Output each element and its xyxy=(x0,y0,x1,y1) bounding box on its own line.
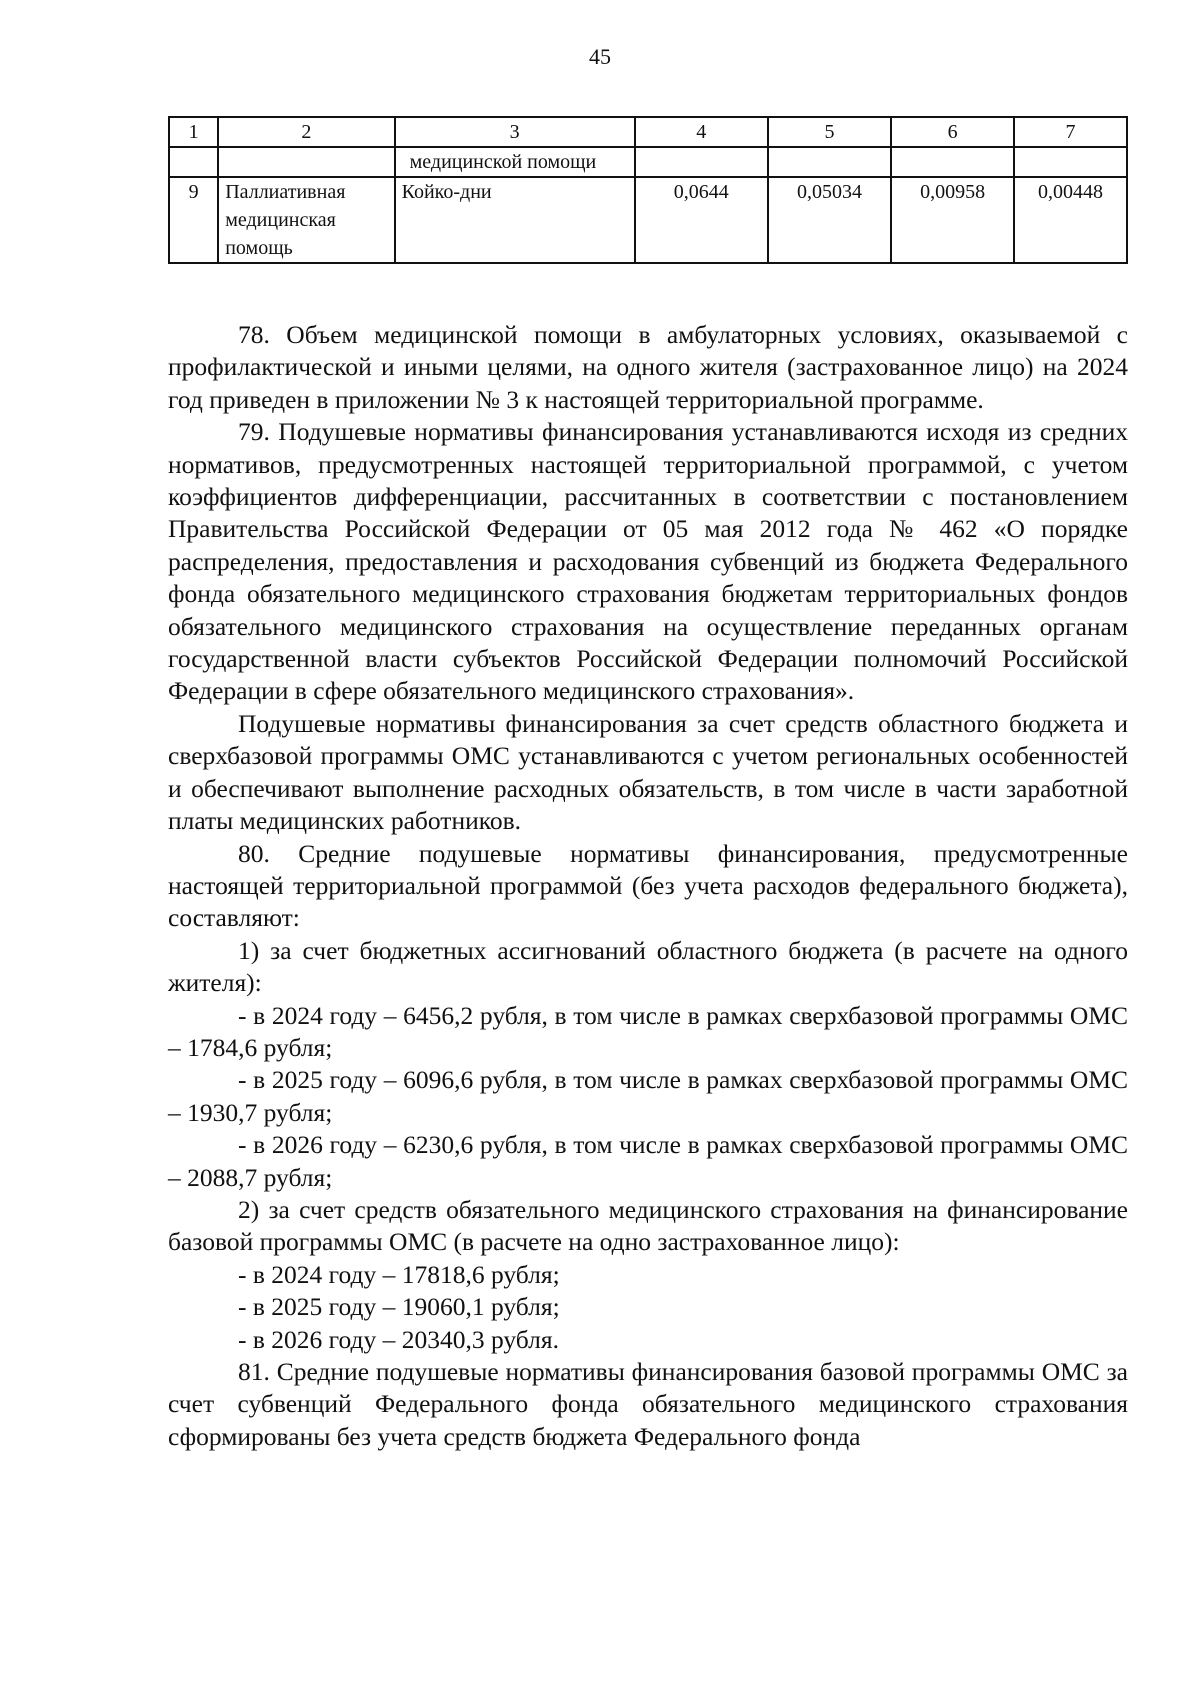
header-cell: 2 xyxy=(218,117,394,147)
table-cell: 0,05034 xyxy=(768,177,891,263)
table-cell xyxy=(635,147,768,177)
table-row xyxy=(169,147,1127,177)
list-item: - в 2024 году – 17818,6 рубля; xyxy=(238,1259,560,1289)
data-table xyxy=(168,116,1128,264)
table-cell xyxy=(169,147,218,177)
list-item: - в 2026 году – 6230,6 рубля, в том числе в рамках сверхбазовой программы ОМС – 2088,7 рубля; xyxy=(168,1130,1128,1192)
paragraph-80: 80. Средние подушевые нормативы финансирования, предусмотренные настоящей территориальной программой (без учета расходов федерального бюджета), составляют: xyxy=(168,838,1128,933)
table-cell xyxy=(891,147,1014,177)
table-cell xyxy=(1014,147,1127,177)
table-cell: 9 xyxy=(169,177,218,263)
table-cell: 0,0644 xyxy=(635,177,768,263)
paragraph-78: 78. Объем медицинской помощи в амбулаторных условиях, оказываемой с профилактической и иными целями, на одного жителя (застрахованное лицо) на 2024 год приведен в приложении № 3 к настоящей территориальной программе. xyxy=(168,320,1128,414)
table-cell xyxy=(218,147,394,177)
paragraph-79: 79. Подушевые нормативы финансирования устанавливаются исходя из средних нормативов, предусмотренных настоящей территориальной программой, с учетом коэффициентов дифференциации, рассчитанных в соответствии с постановлением Правительства Российской Федерации от 05 мая 2012 года № 462 «О порядке распределения, предоставления и расходования субвенций из бюджета Федерального фонда обязательного медицинского страхования бюджетам территориальных фондов обязательного медицинского страхования на осуществление переданных органам государственной власти субъектов Российской Федерации полномочий Российской Федерации в сфере обязательного медицинского страхования». xyxy=(168,417,1128,706)
paragraph-item-2: 2) за счет средств обязательного медицинского страхования на финансирование базовой программы ОМС (в расчете на одно застрахованное лицо): xyxy=(168,1194,1128,1257)
table-cell: Койко-дни xyxy=(395,177,635,263)
table-cell: Паллиативная медицинская помощь xyxy=(218,177,394,263)
table-header-row xyxy=(169,117,1127,147)
paragraph-item-1: 1) за счет бюджетных ассигнований областного бюджета (в расчете на одного жителя): xyxy=(168,935,1128,998)
list-item: - в 2026 году – 20340,3 рубля. xyxy=(238,1324,559,1354)
list-item: - в 2024 году – 6456,2 рубля, в том числе в рамках сверхбазовой программы ОМС – 1784,6 рубля; xyxy=(168,1000,1128,1062)
table-cell: медицинской помощи xyxy=(395,147,635,177)
table-cell: 0,00448 xyxy=(1014,177,1127,263)
table-cell: 0,00958 xyxy=(891,177,1014,263)
list-item: - в 2025 году – 19060,1 рубля; xyxy=(238,1292,560,1322)
header-cell: 3 xyxy=(395,117,635,147)
table-cell xyxy=(768,147,891,177)
paragraph: Подушевые нормативы финансирования за счет средств областного бюджета и сверхбазовой программы ОМС устанавливаются с учетом региональных особенностей и обеспечивают выполнение расходных обязательств, в том числе в части заработной платы медицинских работников. xyxy=(168,708,1128,836)
table-row xyxy=(169,177,1127,263)
header-cell: 6 xyxy=(891,117,1014,147)
header-cell: 4 xyxy=(635,117,768,147)
header-cell: 7 xyxy=(1014,117,1127,147)
paragraph-81: 81. Средние подушевые нормативы финансирования базовой программы ОМС за счет субвенций Федерального фонда обязательного медицинского страхования сформированы без учета средств бюджета Федерального фонда xyxy=(168,1357,1128,1451)
body-text xyxy=(168,319,1128,1453)
page-number: 45 xyxy=(589,44,611,69)
list-item: - в 2025 году – 6096,6 рубля, в том числе в рамках сверхбазовой программы ОМС – 1930,7 рубля; xyxy=(168,1065,1128,1127)
header-cell: 1 xyxy=(169,117,218,147)
header-cell: 5 xyxy=(768,117,891,147)
